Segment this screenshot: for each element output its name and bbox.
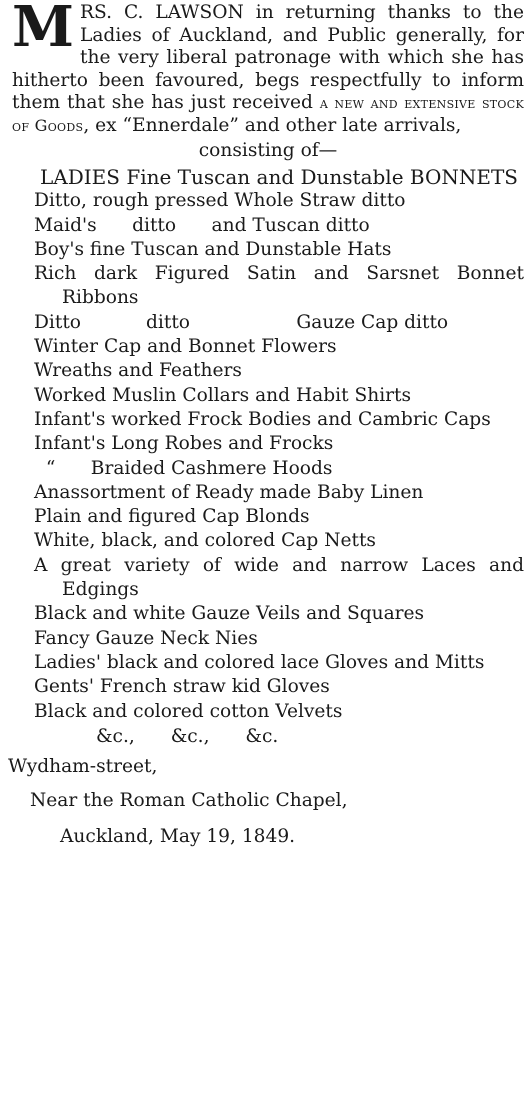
list-item: Worked Muslin Collars and Habit Shirts bbox=[34, 384, 412, 406]
list-item: Maid's ditto and Tuscan ditto bbox=[34, 214, 370, 236]
list-item: Infant's Long Robes and Frocks bbox=[34, 433, 334, 455]
list-item: Infant's worked Frock Bodies and Cambric Caps bbox=[34, 408, 491, 430]
intro-highlight: a new and extensive stock of Goods bbox=[12, 93, 524, 135]
intro-opening: RS. C. LAWSON in returning thanks to the Ladies of Auckland, and Public generally, for the very liberal patronage with which she has hitherto been favoured, begs respectfully to inform them that she has just received bbox=[12, 2, 524, 113]
et-cetera-line: &c., &c., &c. bbox=[96, 725, 279, 747]
address-street: Wydham-street, bbox=[8, 755, 158, 777]
list-item: A great variety of wide and narrow Laces and Edgings bbox=[34, 554, 524, 601]
list-item: Black and colored cotton Velvets bbox=[34, 700, 343, 722]
list-item: “ Braided Cashmere Hoods bbox=[34, 457, 333, 479]
list-item: Ditto, rough pressed Whole Straw ditto bbox=[34, 190, 406, 212]
list-item: Gents' French straw kid Gloves bbox=[34, 676, 330, 698]
list-item: Boy's fine Tuscan and Dunstable Hats bbox=[34, 238, 392, 260]
address-near: Near the Roman Catholic Chapel, bbox=[30, 789, 348, 811]
intro-paragraph bbox=[12, 2, 524, 137]
goods-list bbox=[12, 165, 524, 724]
consisting-heading: consisting of— bbox=[198, 140, 338, 161]
list-item: Plain and figured Cap Blonds bbox=[34, 506, 310, 528]
list-item: Winter Cap and Bonnet Flowers bbox=[34, 336, 337, 358]
address-place-date: Auckland, May 19, 1849. bbox=[60, 825, 296, 847]
list-item: Rich dark Figured Satin and Sarsnet Bonnet Ribbons bbox=[34, 263, 524, 309]
list-item: Ditto ditto Gauze Cap ditto bbox=[34, 311, 449, 333]
list-item: LADIES Fine Tuscan and Dunstable BONNETS bbox=[40, 165, 518, 189]
intro-closing: , ex “Ennerdale” and other late arrivals, bbox=[83, 114, 462, 136]
list-item: Anassortment of Ready made Baby Linen bbox=[34, 481, 424, 503]
list-item: Ladies' black and colored lace Gloves and Mitts bbox=[34, 651, 485, 673]
list-item: Fancy Gauze Neck Nies bbox=[34, 627, 258, 649]
list-item: White, black, and colored Cap Netts bbox=[34, 530, 376, 552]
drop-cap: M bbox=[12, 0, 74, 60]
list-item: Black and white Gauze Veils and Squares bbox=[34, 603, 425, 625]
list-item: Wreaths and Feathers bbox=[34, 360, 242, 382]
